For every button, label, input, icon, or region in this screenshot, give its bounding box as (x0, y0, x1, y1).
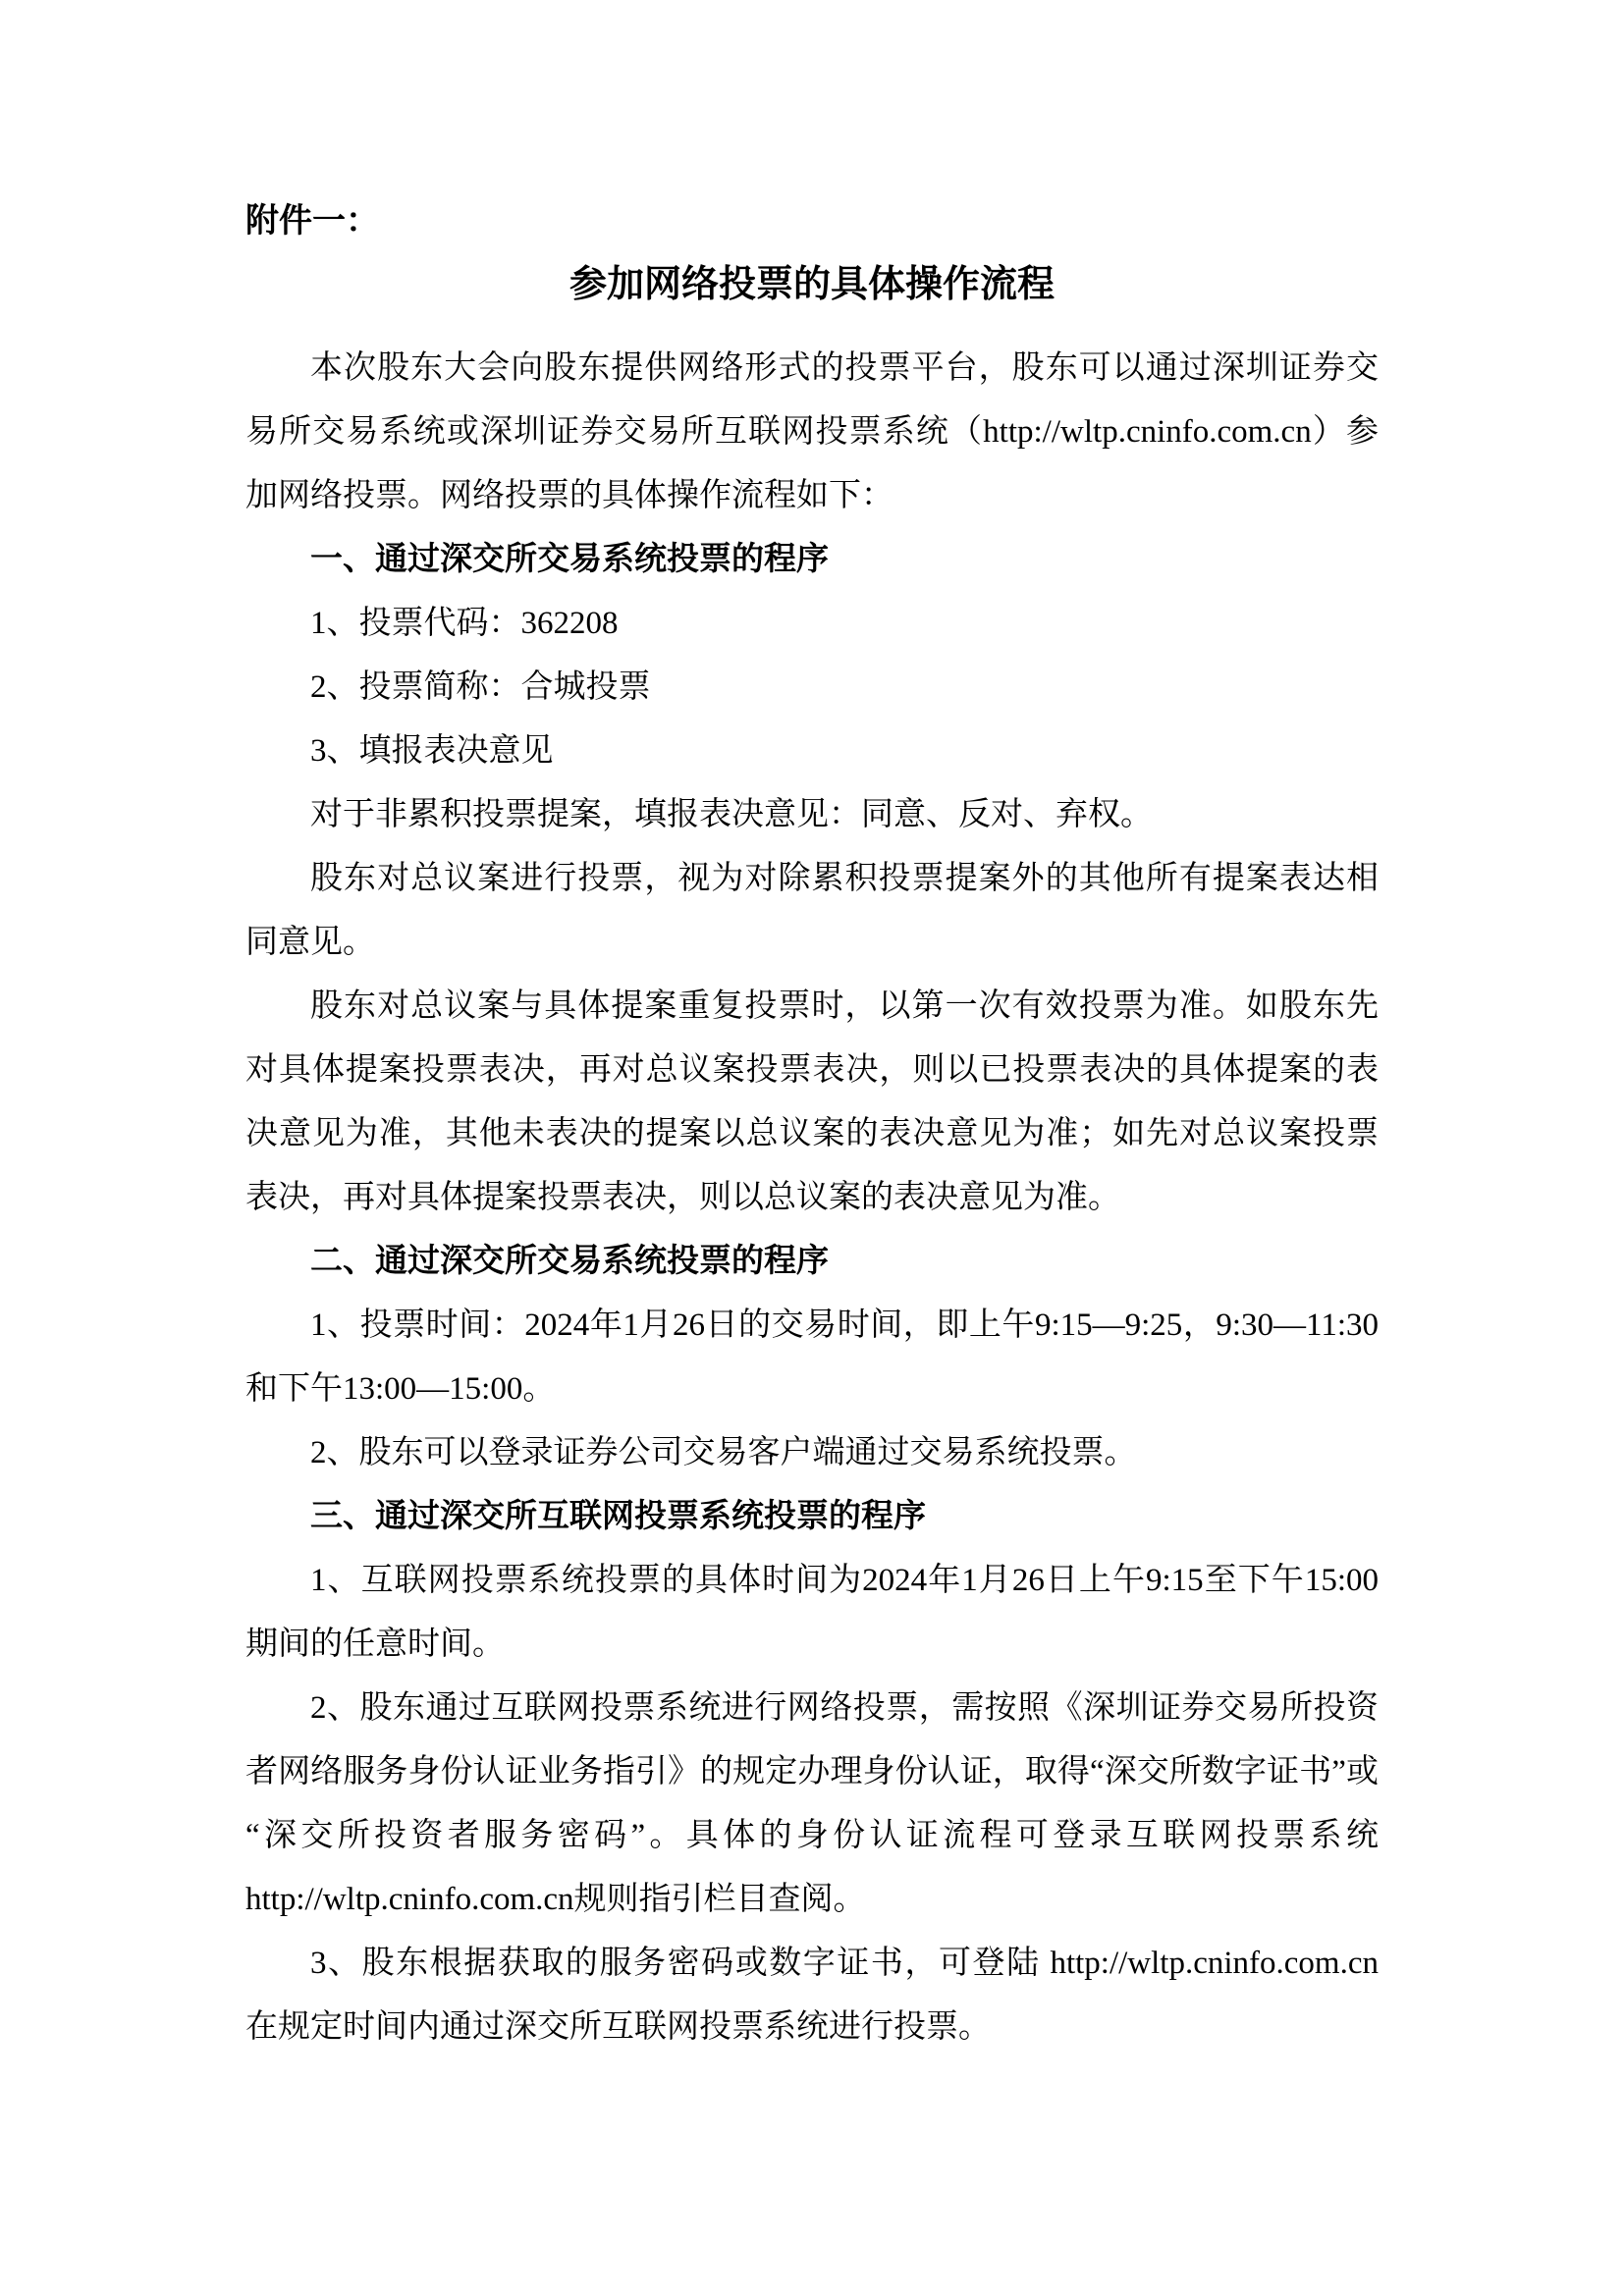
login-and-vote-item: 3、股东根据获取的服务密码或数字证书，可登陆 http://wltp.cninfo.com.cn 在规定时间内通过深交所互联网投票系统进行投票。 (245, 1946, 1379, 2045)
broker-client-voting-item: 2、股东可以登录证券公司交易客户端通过交易系统投票。 (310, 1435, 1137, 1470)
attachment-label: 附件一： (245, 203, 379, 240)
intro-paragraph: 本次股东大会向股东提供网络形式的投票平台，股东可以通过深圳证券交易所交易系统或深圳证券交易所互联网投票系统（http://wltp.cninfo.com.cn）参加网络投票。网络投票的具体操作流程如下： (245, 350, 1379, 513)
document-content (245, 189, 1379, 2059)
voting-time-item: 1、投票时间：2024年1月26日的交易时间，即上午9:15—9:25，9:30—11:30和下午13:00—15:00。 (245, 1308, 1379, 1407)
internet-voting-time-item: 1、互联网投票系统投票的具体时间为2024年1月26日上午9:15至下午15:00期间的任意时间。 (245, 1563, 1379, 1662)
duplicate-voting-note: 股东对总议案与具体提案重复投票时，以第一次有效投票为准。如股东先对具体提案投票表决，再对总议案投票表决，则以已投票表决的具体提案的表决意见为准，其他未表决的提案以总议案的表决意见为准；如先对总议案投票表决，再对具体提案投票表决，则以总议案的表决意见为准。 (245, 988, 1379, 1215)
non-cumulative-proposal-note: 对于非累积投票提案，填报表决意见：同意、反对、弃权。 (310, 797, 1153, 832)
section-1-heading: 一、通过深交所交易系统投票的程序 (310, 542, 829, 577)
section-3-heading: 三、通过深交所互联网投票系统投票的程序 (310, 1499, 926, 1534)
ballot-opinion-item: 3、填报表决意见 (310, 733, 554, 769)
section-2-heading: 二、通过深交所交易系统投票的程序 (310, 1244, 829, 1279)
voting-code-item: 1、投票代码：362208 (310, 606, 619, 641)
voting-abbreviation-item: 2、投票简称：合城投票 (310, 669, 651, 705)
identity-authentication-item: 2、股东通过互联网投票系统进行网络投票，需按照《深圳证券交易所投资者网络服务身份认证业务指引》的规定办理身份认证，取得“深交所数字证书”或“深交所投资者服务密码”。具体的身份认证流程可登录互联网投票系统http://wltp.cninfo.com.cn规则指引栏目查阅。 (245, 1690, 1379, 1917)
document-title: 参加网络投票的具体操作流程 (568, 264, 1055, 305)
general-motion-note: 股东对总议案进行投票，视为对除累积投票提案外的其他所有提案表达相同意见。 (245, 861, 1379, 960)
